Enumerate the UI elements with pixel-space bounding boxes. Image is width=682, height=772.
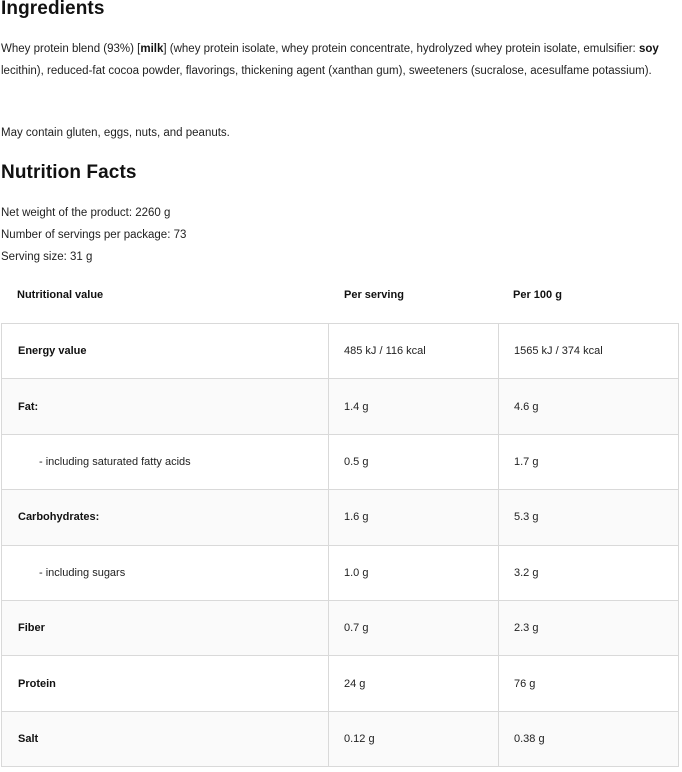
row-label: - including saturated fatty acids [2, 434, 329, 489]
row-label: Carbohydrates: [2, 490, 329, 545]
row-per-serving: 1.6 g [329, 490, 499, 545]
row-per-serving: 485 kJ / 116 kcal [329, 324, 499, 379]
table-row [2, 600, 679, 655]
servings-per-package: Number of servings per package: 73 [1, 229, 187, 241]
row-per-100g: 1565 kJ / 374 kcal [499, 324, 679, 379]
allergen-warning: May contain gluten, eggs, nuts, and peanuts. [1, 127, 230, 139]
nutrition-table [1, 323, 679, 767]
table-row [2, 324, 679, 379]
table-row [2, 545, 679, 600]
table-row [2, 656, 679, 711]
row-per-serving: 0.7 g [329, 600, 499, 655]
row-per-100g: 3.2 g [499, 545, 679, 600]
row-label: Protein [2, 656, 329, 711]
row-per-100g: 2.3 g [499, 600, 679, 655]
ingredients-text-part-2: ] (whey protein isolate, whey protein concentrate, hydrolyzed whey protein isolate, emulsifier: [163, 43, 639, 55]
table-row [2, 379, 679, 434]
allergen-milk: milk [140, 43, 164, 55]
table-row [2, 490, 679, 545]
table-row [2, 434, 679, 489]
row-label: Fat: [2, 379, 329, 434]
nutrition-heading: Nutrition Facts [1, 162, 137, 183]
serving-size: Serving size: 31 g [1, 251, 93, 263]
allergen-soy: soy [638, 43, 659, 55]
ingredients-text-part-3: lecithin), reduced-fat cocoa powder, flavorings, thickening agent (xanthan gum), sweeteners (sucralose, acesulfame potassium). [1, 65, 652, 77]
column-header-per-serving: Per serving [344, 289, 404, 301]
ingredients-text [1, 38, 679, 82]
row-label: - including sugars [2, 545, 329, 600]
row-label: Fiber [2, 600, 329, 655]
row-per-serving: 1.4 g [329, 379, 499, 434]
row-label: Salt [2, 711, 329, 766]
column-header-nutritional-value: Nutritional value [17, 289, 104, 301]
nutrition-table-header [1, 285, 679, 307]
net-weight: Net weight of the product: 2260 g [1, 207, 171, 219]
row-per-100g: 4.6 g [499, 379, 679, 434]
ingredients-text-part-1: Whey protein blend (93%) [ [1, 43, 141, 55]
row-per-serving: 1.0 g [329, 545, 499, 600]
row-per-serving: 0.12 g [329, 711, 499, 766]
row-per-serving: 24 g [329, 656, 499, 711]
row-per-100g: 76 g [499, 656, 679, 711]
table-row [2, 711, 679, 766]
row-per-serving: 0.5 g [329, 434, 499, 489]
row-per-100g: 0.38 g [499, 711, 679, 766]
column-header-per-100g: Per 100 g [513, 289, 562, 301]
row-label: Energy value [2, 324, 329, 379]
ingredients-heading: Ingredients [1, 0, 105, 19]
row-per-100g: 1.7 g [499, 434, 679, 489]
row-per-100g: 5.3 g [499, 490, 679, 545]
